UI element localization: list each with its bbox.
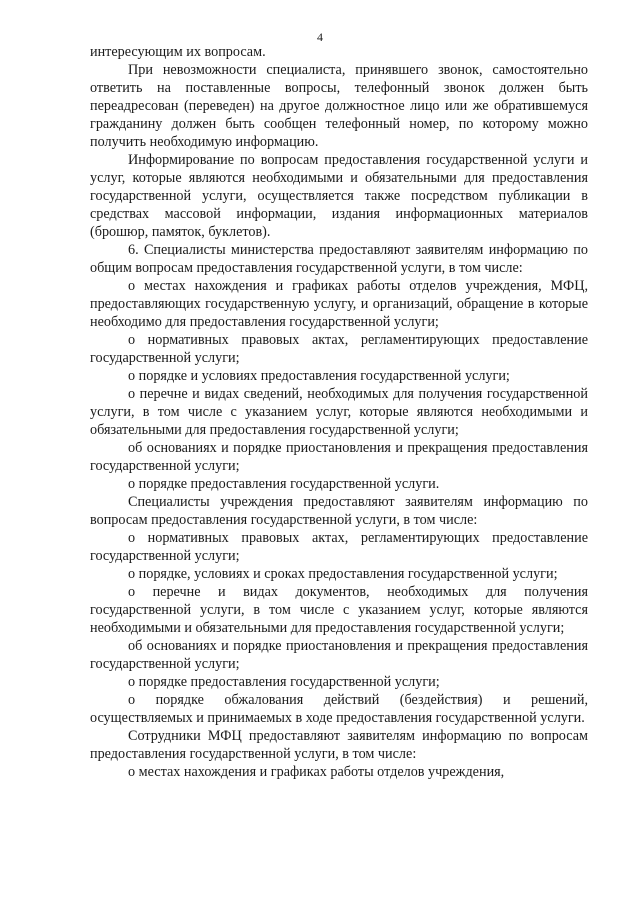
- list-item: о порядке предоставления государственной услуги.: [128, 476, 440, 492]
- list-item: о перечне и видах документов, необходимых для получения государственной услуги, в том числе с указанием услуг, которые являются необходимыми и обязательными для предоставления государственной услуги;: [90, 584, 588, 636]
- list-item: об основаниях и порядке приостановления и прекращения предоставления государственной услуги;: [90, 638, 588, 672]
- page-number: 4: [317, 30, 323, 44]
- paragraph: Специалисты учреждения предоставляют заявителям информацию по вопросам предоставления государственной услуги, в том числе:: [90, 494, 588, 528]
- list-item: о порядке обжалования действий (бездействия) и решений, осуществляемых и принимаемых в ходе предоставления государственной услуги.: [90, 692, 588, 726]
- list-item: об основаниях и порядке приостановления и прекращения предоставления государственной услуги;: [90, 440, 588, 474]
- list-item: о нормативных правовых актах, регламентирующих предоставление государственной услуги;: [90, 332, 588, 366]
- list-item: о порядке предоставления государственной услуги;: [128, 674, 440, 690]
- paragraph: При невозможности специалиста, принявшего звонок, самостоятельно ответить на поставленные вопросы, телефонный звонок должен быть переадресован (переведен) на другое должностное лицо или же обратившемуся гражданину должен быть сообщен телефонный номер, по которому можно получить необходимую информацию.: [90, 62, 588, 150]
- list-item: о местах нахождения и графиках работы отделов учреждения,: [128, 764, 505, 780]
- list-item: о нормативных правовых актах, регламентирующих предоставление государственной услуги;: [90, 530, 588, 564]
- list-item: о порядке, условиях и сроках предоставления государственной услуги;: [128, 566, 558, 582]
- paragraph: 6. Специалисты министерства предоставляют заявителям информацию по общим вопросам предоставления государственной услуги, в том числе:: [90, 242, 588, 276]
- list-item: о перечне и видах сведений, необходимых для получения государственной услуги, в том числе с указанием услуг, которые являются необходимыми и обязательными для предоставления государственной услуги;: [90, 386, 588, 438]
- list-item: о местах нахождения и графиках работы отделов учреждения, МФЦ, предоставляющих государственную услугу, и организаций, обращение в которые необходимо для предоставления государственной услуги;: [90, 278, 588, 330]
- paragraph: Сотрудники МФЦ предоставляют заявителям информацию по вопросам предоставления государственной услуги, в том числе:: [90, 728, 588, 762]
- list-item: о порядке и условиях предоставления государственной услуги;: [128, 368, 510, 384]
- paragraph: интересующим их вопросам.: [90, 44, 266, 60]
- document-body: [90, 43, 588, 781]
- paragraph: Информирование по вопросам предоставления государственной услуги и услуг, которые являются необходимыми и обязательными для предоставления государственной услуги, осуществляется также посредством публикации в средствах массовой информации, издания информационных материалов (брошюр, памяток, буклетов).: [90, 152, 588, 240]
